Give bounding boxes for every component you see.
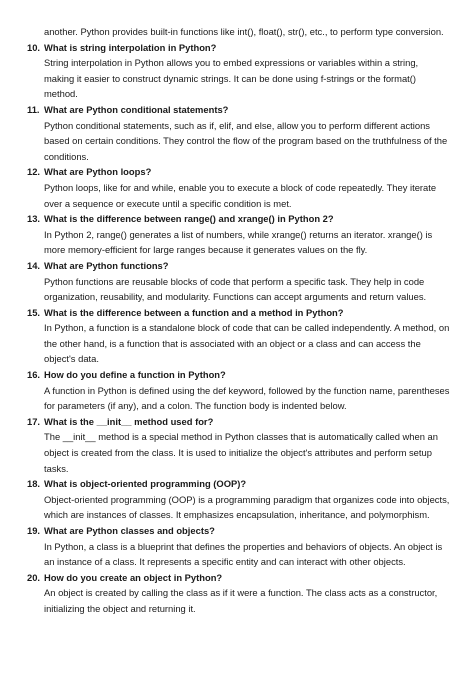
question-number: 17.	[27, 415, 41, 427]
question-number: 12.	[27, 166, 41, 178]
question-text: What are Python functions?	[44, 259, 169, 271]
question-heading	[27, 523, 450, 539]
question-heading	[27, 211, 450, 227]
qa-item-11	[27, 102, 450, 164]
question-text: What is object-oriented programming (OOP)?	[44, 478, 247, 490]
question-number: 14.	[27, 259, 41, 271]
question-text: What is the difference between a function and a method in Python?	[44, 306, 344, 318]
question-text: How do you create an object in Python?	[44, 571, 223, 583]
question-text: What are Python conditional statements?	[44, 103, 229, 115]
answer-text: Python functions are reusable blocks of code that perform a specific task. They help in code organization, reusability, and modularity. Functions can accept arguments and return values.	[44, 275, 427, 303]
answer-text: Object-oriented programming (OOP) is a programming paradigm that organizes code into objects, which are instances of classes. It emphasizes encapsulation, inheritance, and polymorphism.	[44, 493, 450, 521]
question-heading	[27, 258, 450, 274]
question-heading	[27, 367, 450, 383]
answer-text: A function in Python is defined using the def keyword, followed by the function name, parentheses for parameters (if any), and a colon. The function body is indented below.	[44, 384, 450, 412]
qa-item-15	[27, 305, 450, 367]
question-number: 11.	[27, 103, 40, 115]
qa-item-17	[27, 414, 450, 476]
question-heading	[27, 570, 450, 586]
question-text: What is the difference between range() and xrange() in Python 2?	[44, 213, 334, 225]
qa-item-19	[27, 523, 450, 570]
question-number: 10.	[27, 41, 41, 53]
answer-text: An object is created by calling the class as if it were a function. The class acts as a constructor, initializing the object and returning it.	[44, 587, 438, 614]
question-heading	[27, 102, 450, 118]
question-number: 16.	[27, 369, 41, 381]
answer-text: Python conditional statements, such as if, elif, and else, allow you to perform different actions based on certain conditions. They control the flow of the program based on the truthfulness of the conditions.	[44, 119, 448, 162]
answer-text: Python loops, like for and while, enable you to execute a block of code repeatedly. They iterate over a sequence or execute until a specific condition is met.	[44, 181, 437, 209]
qa-item-16	[27, 367, 450, 414]
qa-item-12	[27, 164, 450, 211]
answer-text: In Python, a function is a standalone block of code that can be called independently. A method, on the other hand, is a function that is associated with an object or a class and can access the object's data.	[44, 322, 450, 365]
qa-item-13	[27, 211, 450, 258]
question-text: What are Python loops?	[44, 166, 152, 178]
question-number: 13.	[27, 213, 41, 225]
question-heading	[27, 414, 450, 430]
question-text: What are Python classes and objects?	[44, 525, 215, 536]
answer-text: The __init__ method is a special method in Python classes that is automatically called when an object is created from the class. It is used to initialize the object's attributes and perform setup tasks.	[44, 431, 438, 474]
question-text: What is the __init__ method used for?	[44, 415, 214, 427]
question-number: 15.	[27, 306, 41, 318]
question-text: What is string interpolation in Python?	[44, 41, 217, 53]
qa-item-10	[27, 40, 450, 102]
answer-text: In Python, a class is a blueprint that defines the properties and behaviors of objects. An object is an instance of a class. It represents a specific entity and can interact with other objects.	[44, 540, 443, 568]
continued-answer-text: another. Python provides built-in functions like int(), float(), str(), etc., to perform type conversion.	[44, 26, 444, 37]
qa-item-18	[27, 476, 450, 523]
question-number: 19.	[27, 525, 41, 536]
question-number: 20.	[27, 571, 41, 583]
qa-item-14	[27, 258, 450, 305]
question-text: How do you define a function in Python?	[44, 369, 226, 381]
question-heading	[27, 164, 450, 180]
qa-item-20	[27, 570, 450, 617]
question-heading	[27, 476, 450, 492]
question-heading	[27, 305, 450, 321]
answer-text: In Python 2, range() generates a list of numbers, while xrange() returns an iterator. xrange() is more memory-efficient for large ranges because it generates values on the fly.	[44, 228, 433, 256]
answer-text: String interpolation in Python allows you to embed expressions or variables within a string, making it easier to construct dynamic strings. It can be done using f-strings or the format() method.	[44, 57, 419, 100]
question-heading	[27, 40, 450, 56]
question-number: 18.	[27, 478, 41, 490]
